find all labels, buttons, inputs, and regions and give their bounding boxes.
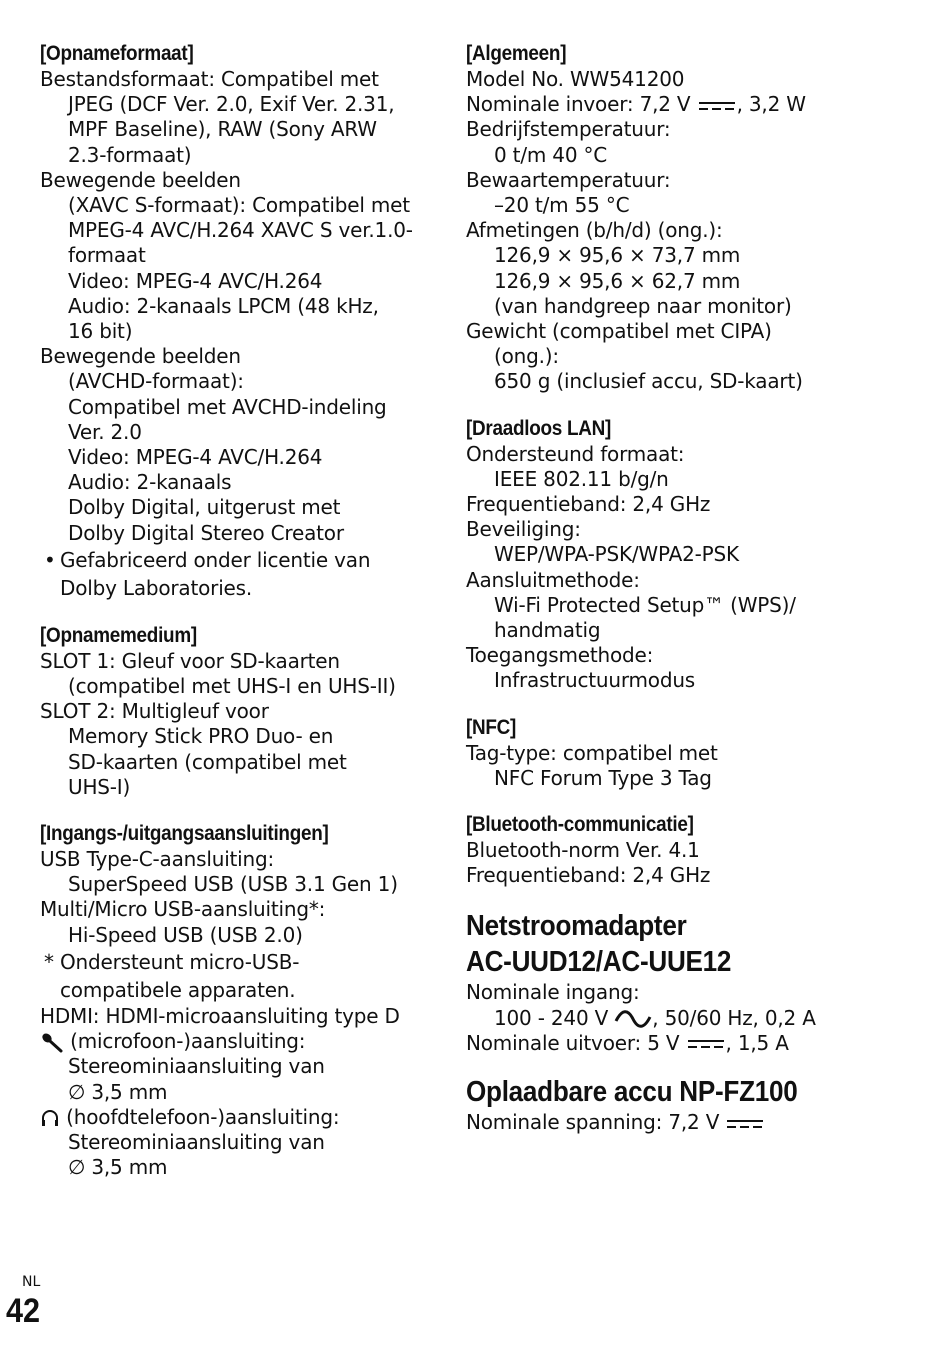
- headphone-line: [40, 1105, 430, 1130]
- spec-line: Wi-Fi Protected Setup™ (WPS)/: [494, 592, 796, 617]
- section-algemeen: [466, 40, 936, 395]
- spec-line: Toegangsmethode:: [466, 643, 654, 668]
- dolby-note: [40, 546, 430, 602]
- spec-line: Beveiliging:: [466, 517, 581, 542]
- spec-line: Stereominiaansluiting van: [68, 1054, 325, 1079]
- section-opnamemedium: [40, 622, 430, 800]
- spec-line: JPEG (DCF Ver. 2.0, Exif Ver. 2.31,: [68, 92, 395, 117]
- section-title: [Draadloos LAN]: [466, 416, 612, 440]
- section-nfc: [466, 714, 936, 791]
- in-suffix: , 50/60 Hz, 0,2 A: [652, 1005, 816, 1030]
- section-oplaadbare-accu: [466, 1074, 936, 1135]
- microphone-icon: [40, 1032, 64, 1054]
- voltage-prefix: Nominale spanning: 7,2 V: [466, 1110, 720, 1135]
- spec-line: –20 t/m 55 °C: [494, 193, 630, 218]
- section-title: [Opnameformaat]: [40, 42, 194, 65]
- spec-line: Bluetooth-norm Ver. 4.1: [466, 838, 700, 863]
- spec-line: Multi/Micro USB-aansluiting*:: [40, 897, 326, 922]
- spec-line: WEP/WPA-PSK/WPA2-PSK: [494, 542, 739, 567]
- input-line: [466, 92, 936, 117]
- spec-line: SuperSpeed USB (USB 3.1 Gen 1): [68, 872, 398, 897]
- spec-line: Nominale ingang:: [466, 980, 640, 1005]
- page-number: 42: [6, 1292, 41, 1330]
- spec-line: UHS-I): [68, 774, 131, 799]
- spec-line: Frequentieband: 2,4 GHz: [466, 492, 711, 517]
- section-title: [Ingangs-/uitgangsaansluitingen]: [40, 822, 329, 846]
- input-prefix: Nominale invoer: 7,2 V: [466, 92, 691, 117]
- spec-line: 126,9 × 95,6 × 62,7 mm: [494, 268, 741, 293]
- section-netstroomadapter: [466, 908, 936, 1056]
- spec-line: formaat: [68, 243, 146, 268]
- spec-line: Gewicht (compatibel met CIPA): [466, 319, 772, 344]
- section-draadloos-lan: [466, 415, 936, 694]
- spec-line: IEEE 802.11 b/g/n: [494, 466, 669, 491]
- spec-line: Bewegende beelden: [40, 344, 241, 369]
- spec-line: SLOT 1: Gleuf voor SD-kaarten: [40, 648, 340, 673]
- bullet-mark: •: [44, 547, 56, 572]
- headphones-icon: [40, 1108, 60, 1128]
- spec-line: Afmetingen (b/h/d) (ong.):: [466, 218, 723, 243]
- battery-title: Oplaadbare accu NP-FZ100: [466, 1076, 798, 1109]
- spec-line: Video: MPEG-4 AVC/H.264: [68, 268, 323, 293]
- spec-line: Aansluitmethode:: [466, 567, 640, 592]
- voltage-line: [466, 1110, 936, 1135]
- section-title: [Opnamemedium]: [40, 623, 197, 647]
- spec-line: 0 t/m 40 °C: [494, 142, 608, 167]
- spec-line: Bestandsformaat: Compatibel met: [40, 67, 379, 91]
- note-line: compatibele apparaten.: [60, 977, 296, 1002]
- adapter-model: AC-UUD12/AC-UUE12: [466, 946, 732, 979]
- spec-line: HDMI: HDMI-microaansluiting type D: [40, 1003, 400, 1028]
- spec-line: 650 g (inclusief accu, SD-kaart): [494, 369, 803, 394]
- spec-line: 126,9 × 95,6 × 73,7 mm: [494, 243, 741, 268]
- spec-line: (compatibel met UHS-I en UHS-II): [68, 674, 396, 699]
- spec-line: MPEG-4 AVC/H.264 XAVC S ver.1.0-: [68, 218, 413, 243]
- spec-line: Audio: 2-kanaals LPCM (48 kHz,: [68, 293, 379, 318]
- spec-line: SLOT 2: Multigleuf voor: [40, 699, 269, 724]
- spec-line: Ondersteund formaat:: [466, 441, 685, 466]
- spec-line: Dolby Digital Stereo Creator: [68, 520, 344, 545]
- spec-line: ∅ 3,5 mm: [68, 1079, 168, 1104]
- section-title: [Algemeen]: [466, 42, 567, 65]
- section-aansluitingen: [40, 820, 430, 1180]
- spec-line: Compatibel met AVCHD-indeling: [68, 394, 387, 419]
- ac-wave-icon: [614, 1009, 652, 1029]
- left-column: [40, 40, 430, 1200]
- spec-line: MPF Baseline), RAW (Sony ARW: [68, 117, 377, 142]
- section-opnameformaat: [40, 40, 430, 602]
- output-line: [466, 1031, 936, 1056]
- spec-line: Bewegende beelden: [40, 167, 241, 192]
- spec-line: (XAVC S-formaat): Compatibel met: [68, 193, 410, 218]
- spec-line: Infrastructuurmodus: [494, 668, 696, 693]
- spec-line: Video: MPEG-4 AVC/H.264: [68, 445, 323, 470]
- spec-line: SD-kaarten (compatibel met: [68, 749, 347, 774]
- asterisk-mark: *: [44, 949, 54, 974]
- dc-symbol-icon: [688, 1038, 724, 1050]
- spec-line: Hi-Speed USB (USB 2.0): [68, 922, 303, 947]
- spec-line: Stereominiaansluiting van: [68, 1129, 325, 1154]
- out-prefix: Nominale uitvoer: 5 V: [466, 1030, 680, 1055]
- note-line: Ondersteunt micro-USB-: [60, 949, 300, 974]
- spec-line: 2.3-formaat): [68, 142, 192, 167]
- spec-line: Tag-type: compatibel met: [466, 740, 718, 765]
- spec-line: Frequentieband: 2,4 GHz: [466, 863, 711, 888]
- spec-line: Bedrijfstemperatuur:: [466, 117, 671, 142]
- note-line: Dolby Laboratories.: [60, 575, 253, 600]
- adapter-title: Netstroomadapter: [466, 910, 687, 943]
- spec-line: Dolby Digital, uitgerust met: [68, 495, 341, 520]
- language-code: NL: [22, 1274, 41, 1290]
- spec-line: Model No. WW541200: [466, 67, 685, 91]
- dc-symbol-icon: [699, 100, 735, 112]
- spec-line: Bewaartemperatuur:: [466, 167, 671, 192]
- dc-symbol-icon: [727, 1118, 763, 1130]
- spec-line: USB Type-C-aansluiting:: [40, 847, 275, 872]
- spec-line: (van handgreep naar monitor): [494, 293, 792, 318]
- input-suffix: , 3,2 W: [736, 92, 806, 117]
- usb-note: [40, 948, 430, 1004]
- input-range-line: [466, 1006, 936, 1031]
- spec-line: Audio: 2-kanaals: [68, 470, 232, 495]
- spec-line: (AVCHD-formaat):: [68, 369, 244, 394]
- spec-line: Ver. 2.0: [68, 419, 142, 444]
- right-column: [466, 40, 936, 1153]
- headphone-label: (hoofdtelefoon-)aansluiting:: [66, 1104, 340, 1129]
- section-title: [Bluetooth-communicatie]: [466, 813, 694, 837]
- spec-line: ∅ 3,5 mm: [68, 1155, 168, 1180]
- spec-line: (ong.):: [494, 344, 559, 369]
- spec-line: 16 bit): [68, 319, 133, 344]
- note-line: Gefabriceerd onder licentie van: [60, 547, 371, 572]
- out-suffix: , 1,5 A: [725, 1030, 789, 1055]
- in-prefix: 100 - 240 V: [494, 1005, 609, 1030]
- mic-line: [40, 1029, 430, 1054]
- section-title: [NFC]: [466, 715, 517, 739]
- spec-line: NFC Forum Type 3 Tag: [494, 765, 712, 790]
- section-bluetooth: [466, 811, 936, 888]
- spec-line: handmatig: [494, 618, 601, 643]
- spec-line: Memory Stick PRO Duo- en: [68, 724, 334, 749]
- mic-label: (microfoon-)aansluiting:: [70, 1029, 306, 1054]
